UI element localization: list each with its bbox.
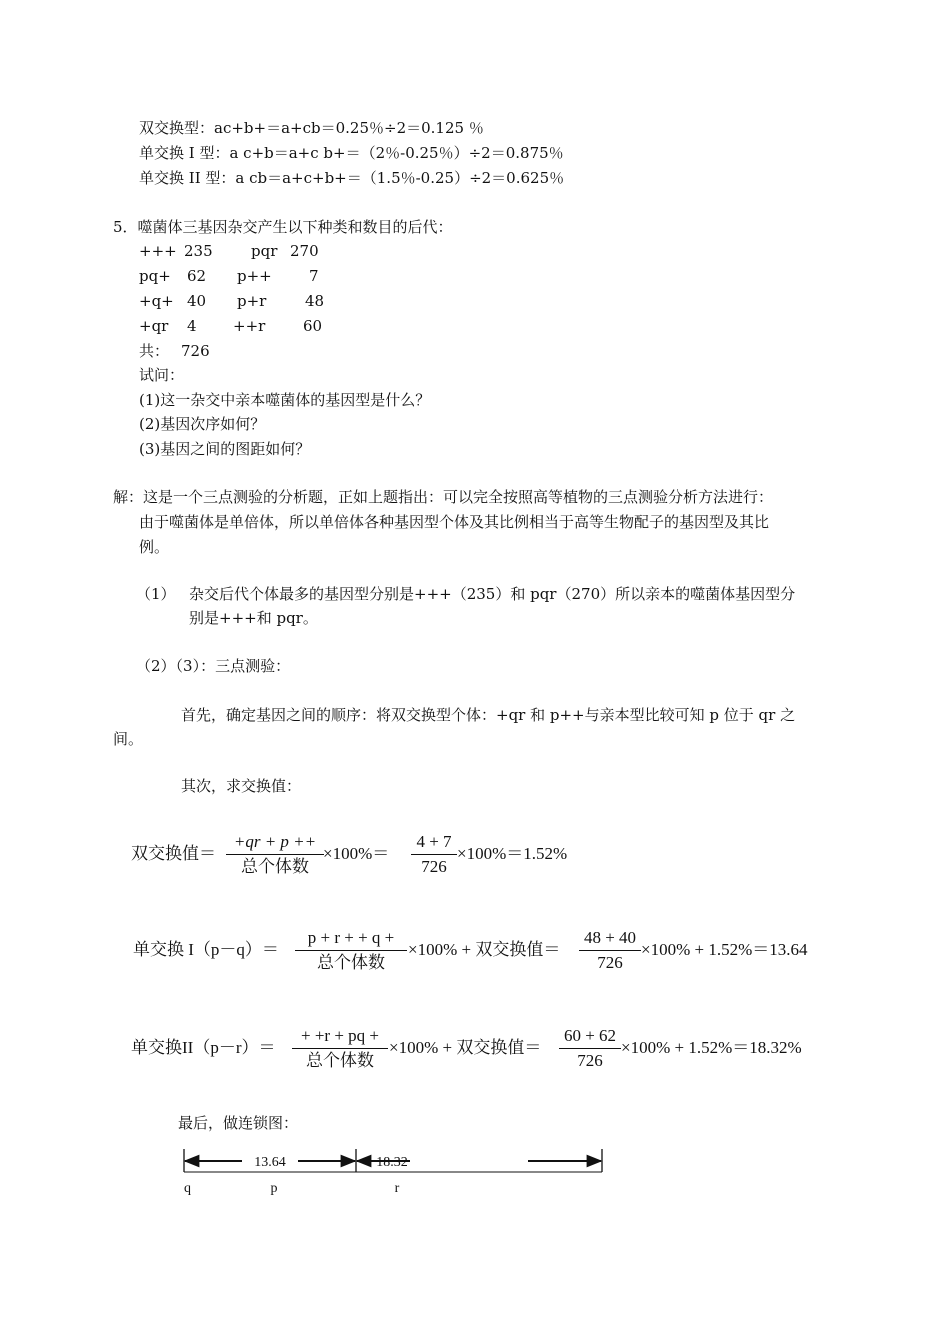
question-5-title: 5．噬菌体三基因杂交产生以下种类和数目的后代： [113,218,453,236]
second-step: 其次，求交换值： [181,777,302,795]
answer-2-3-heading: （2）（3）：三点测验： [136,657,291,675]
denominator: 总个体数 [241,857,309,876]
genotype: p+r [237,292,267,310]
genotype: pq+ [139,267,171,285]
denominator: 726 [421,857,447,876]
question-1: (1)这一杂交中亲本噬菌体的基因型是什么？ [139,391,431,409]
answer-line-1: 解：这是一个三点测验的分析题，正如上题指出：可以完全按照高等植物的三点测验分析方法进行： [113,488,774,506]
fraction [411,831,457,878]
fraction [295,927,407,974]
total-label: 共： [139,342,170,360]
total-value: 726 [181,342,210,360]
fraction-bar [579,950,641,951]
count: 235 [184,242,213,260]
numerator: p + r + + q + [307,928,395,947]
gene-q-label: q [184,1181,191,1196]
distance-p-r: 18.32 [376,1155,408,1170]
numerator: + +r + pq + [300,1026,379,1045]
single-crossover-1-line: 单交换 I 型：a c+b＝a+c b+＝（2％-0.25％）÷2＝0.875％ [139,144,564,162]
genotype: +q+ [139,292,174,310]
count: 40 [187,292,207,310]
count: 270 [290,242,319,260]
denominator: 总个体数 [306,1051,374,1070]
equation-operator: ×100% + 双交换值＝ [389,1038,542,1057]
count: 60 [303,317,323,335]
denominator: 726 [577,1051,603,1070]
fraction-bar [411,854,457,855]
equation-result: ×100%＝1.52% [457,844,568,863]
genotype: +++ [139,242,177,260]
question-2: (2)基因次序如何？ [139,415,266,433]
last-step: 最后，做连锁图： [178,1114,299,1132]
first-step-line-2: 间。 [113,730,144,748]
count: 4 [187,317,197,335]
equation-operator: ×100% + 双交换值＝ [408,940,561,959]
equation-label: 单交换II（p－r）＝ [131,1038,276,1057]
answer-1-line-2: 别是+++和 pqr。 [189,609,318,627]
fraction-bar [295,950,407,951]
linkage-map [170,1140,620,1200]
genotype: pqr [251,242,278,260]
fraction-bar [226,854,324,855]
distance-q-p: 13.64 [254,1155,286,1170]
answer-line-3: 例。 [139,538,170,556]
fraction [226,831,324,878]
equation-label: 单交换 I（p－q）＝ [133,940,279,959]
fraction-bar [292,1048,388,1049]
answer-1-number: （1） [136,585,176,603]
equation-operator: ×100%＝ [323,844,390,863]
genotype: p++ [237,267,272,285]
genotype: ++r [233,317,266,335]
answer-line-2: 由于噬菌体是单倍体，所以单倍体各种基因型个体及其比例相当于高等生物配子的基因型及其比 [139,513,770,531]
denominator: 总个体数 [317,953,385,972]
fraction [559,1025,621,1072]
equation-label: 双交换值＝ [131,844,216,863]
ask-label: 试问： [139,366,185,384]
numerator: 48 + 40 [583,928,637,947]
numerator: 60 + 62 [563,1026,617,1045]
double-crossover-line: 双交换型：ac+b+＝a+cb＝0.25％÷2＝0.125 ％ [139,119,484,137]
count: 48 [305,292,325,310]
equation-result: ×100% + 1.52%＝18.32% [621,1038,802,1057]
gene-r-label: r [394,1181,400,1196]
single-crossover-2-line: 单交换 II 型：a cb＝a+c+b+＝（1.5％-0.25）÷2＝0.625％ [139,169,565,187]
numerator: 4 + 7 [416,832,452,851]
fraction [292,1025,388,1072]
equation-result: ×100% + 1.52%＝13.64 [641,940,808,959]
first-step-line-1: 首先，确定基因之间的顺序：将双交换型个体：+qr 和 p++与亲本型比较可知 p 位于 qr 之 [181,706,796,724]
count: 7 [309,267,319,285]
denominator: 726 [597,953,623,972]
question-3: (3)基因之间的图距如何？ [139,440,311,458]
count: 62 [187,267,207,285]
genotype: +qr [139,317,169,335]
numerator: +qr + p ++ [233,832,317,851]
fraction-bar [559,1048,621,1049]
fraction [579,927,641,974]
answer-1-line-1: 杂交后代个体最多的基因型分别是+++（235）和 pqr（270）所以亲本的噬菌体基因型分 [189,585,796,603]
gene-p-label: p [270,1181,278,1196]
